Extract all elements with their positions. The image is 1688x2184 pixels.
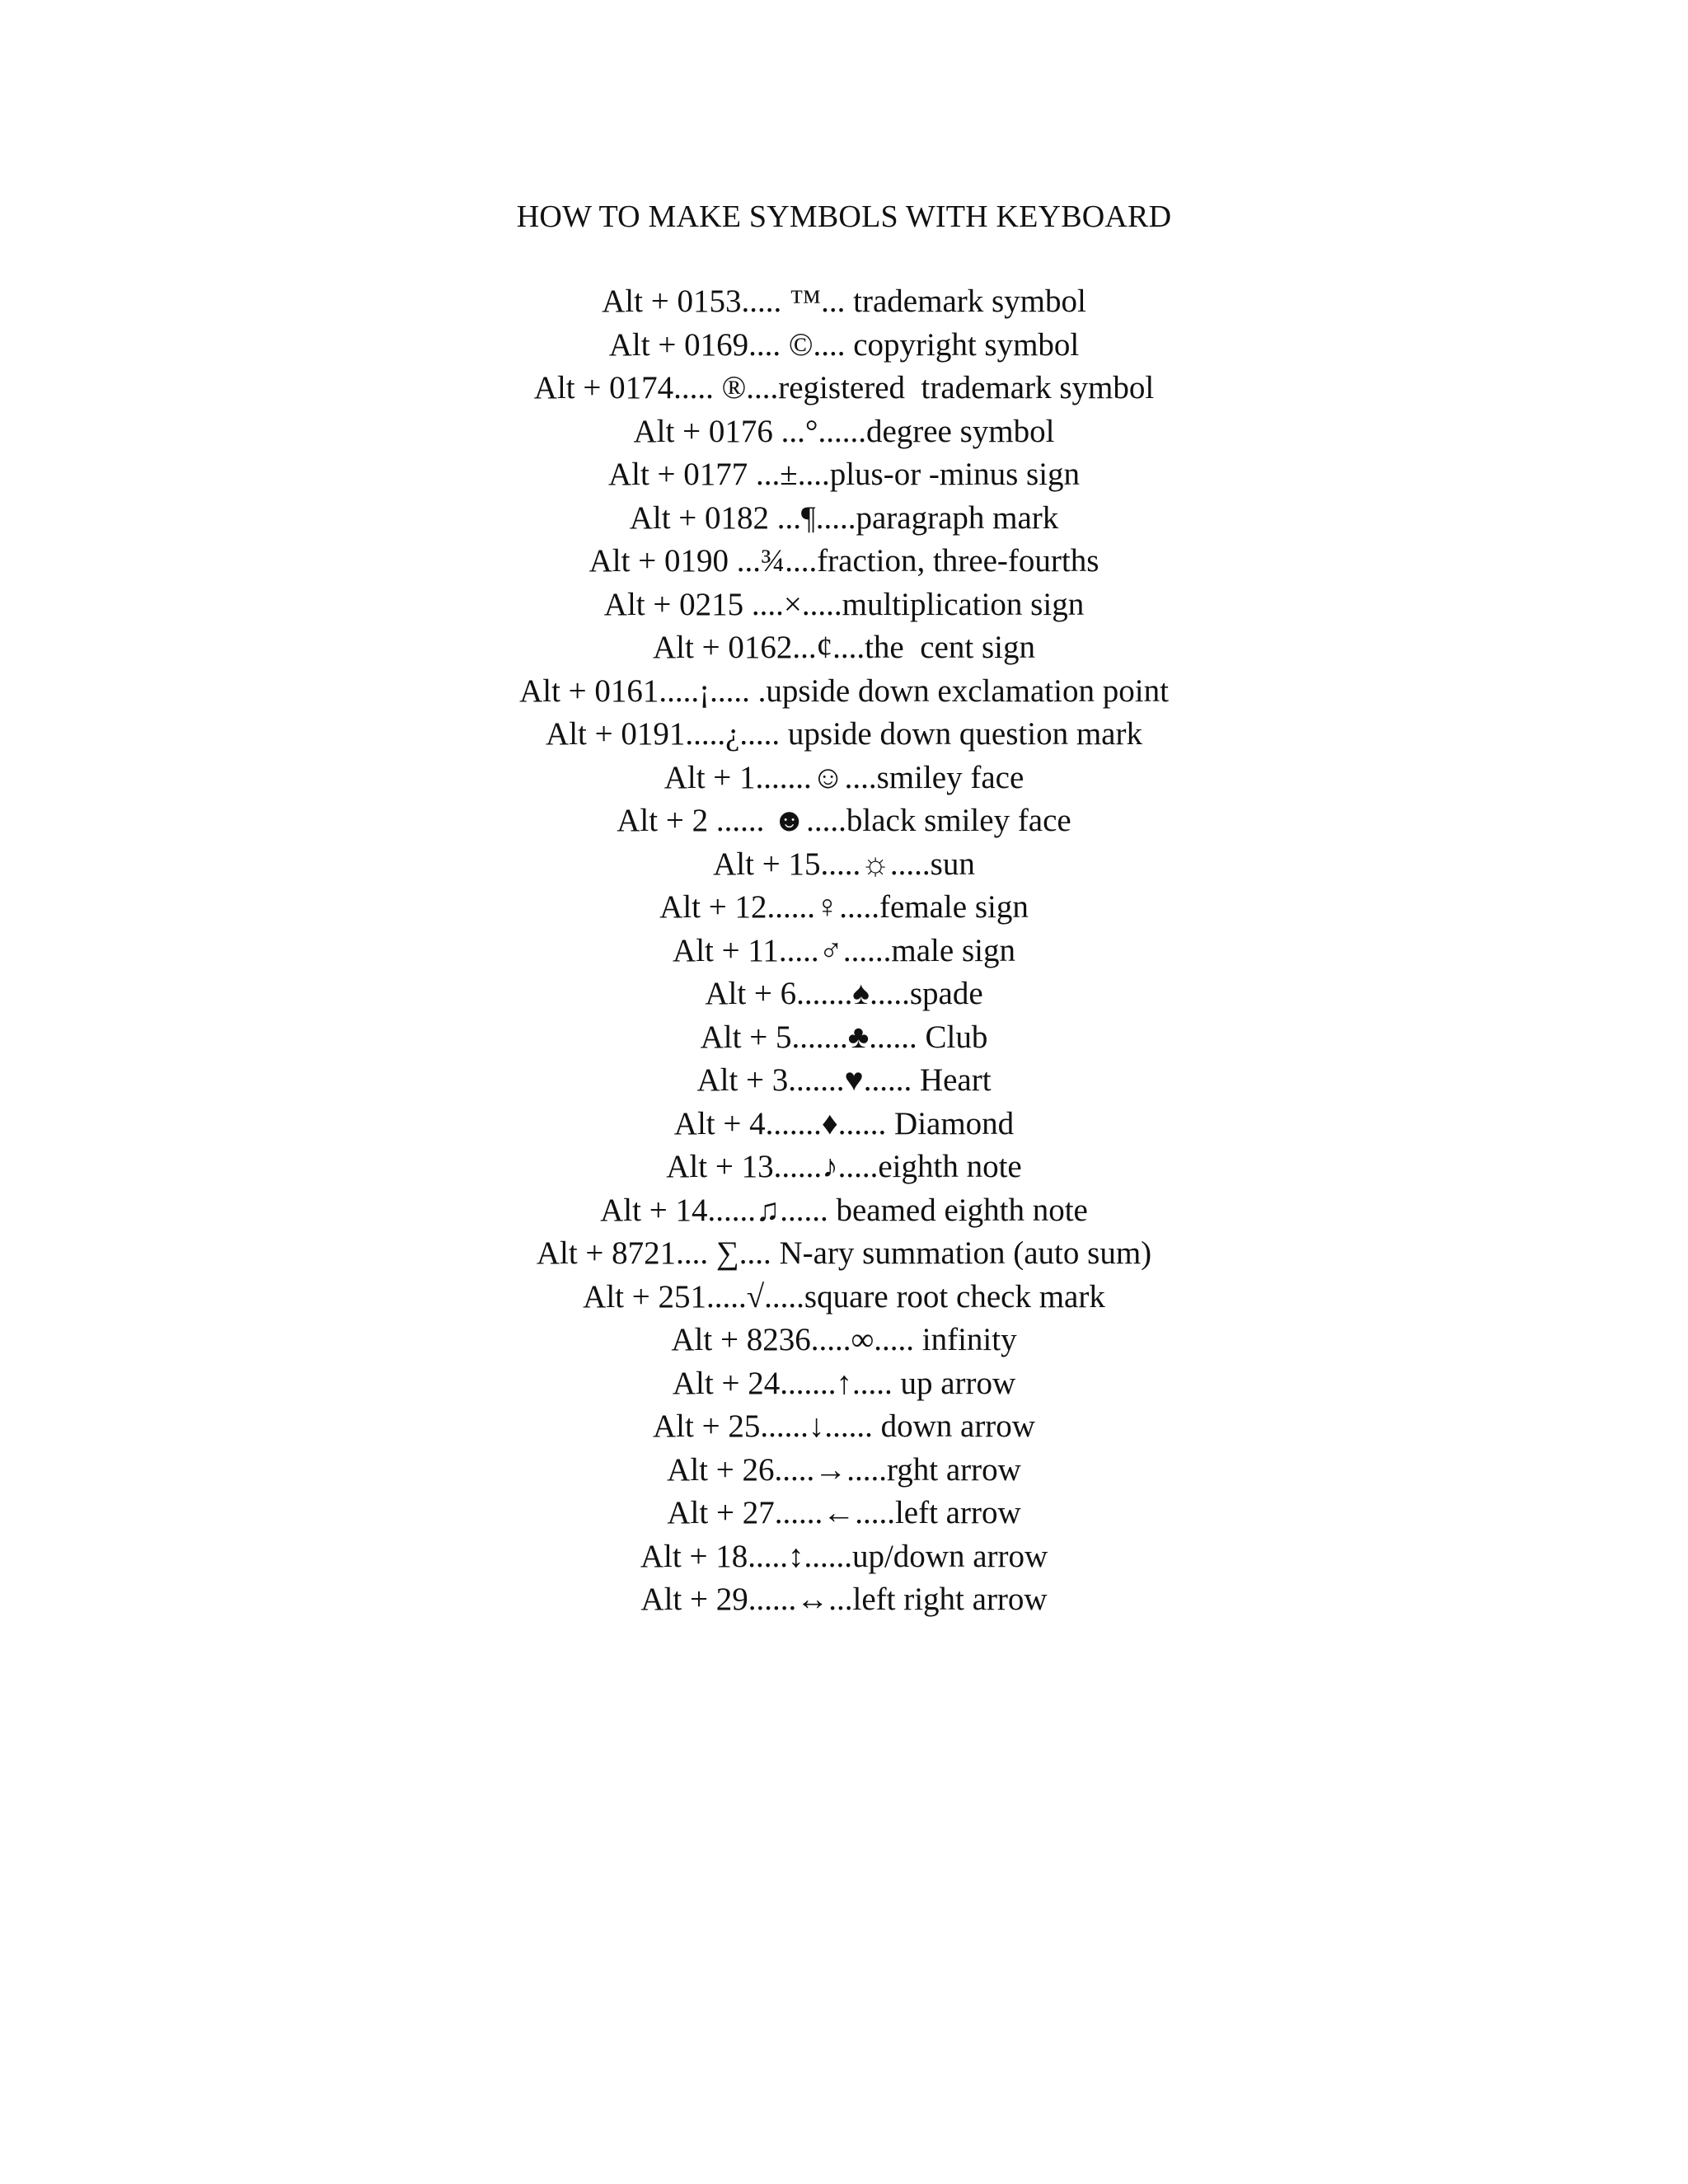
symbol-entry: Alt + 13......♪.....eighth note (666, 1149, 1022, 1184)
symbol-entry: Alt + 0177 ...±....plus-or -minus sign (607, 457, 1081, 492)
symbol-entry: Alt + 0215 ....×.....multiplication sign (603, 586, 1085, 622)
symbol-list (0, 280, 1688, 1622)
symbol-entry: Alt + 26.....→.....rght arrow (667, 1451, 1021, 1488)
symbol-entry: Alt + 0190 ...¾....fraction, three-fourths (588, 543, 1100, 579)
symbol-entry: Alt + 0169.... ©.... copyright symbol (608, 326, 1080, 363)
symbol-entry: Alt + 12......♀.....female sign (659, 889, 1029, 925)
page-title: HOW TO MAKE SYMBOLS WITH KEYBOARD (516, 199, 1172, 234)
symbol-entry: Alt + 8721.... ∑.... N-ary summation (auto sum) (536, 1235, 1152, 1271)
symbol-entry: Alt + 0191.....¿..... upside down question mark (546, 716, 1142, 752)
symbol-entry: Alt + 3.......♥...... Heart (696, 1062, 992, 1098)
symbol-entry: Alt + 2 ...... ☻.....black smiley face (617, 803, 1071, 838)
symbol-entry: Alt + 0153..... ™... trademark symbol (602, 284, 1086, 319)
symbol-entry: Alt + 0161.....¡..... .upside down exclamation point (519, 673, 1169, 709)
symbol-entry: Alt + 18.....↕......up/down arrow (640, 1538, 1048, 1574)
symbol-entry: Alt + 0174..... ®....registered trademark symbol (533, 370, 1155, 405)
symbol-entry: Alt + 5.......♣...... Club (700, 1019, 988, 1055)
symbol-entry: Alt + 29......↔...left right arrow (640, 1582, 1048, 1617)
symbol-entry: Alt + 14......♫...... beamed eighth note (600, 1192, 1088, 1228)
symbol-entry: Alt + 15.....☼.....sun (713, 846, 975, 882)
symbol-entry: Alt + 4.......♦...... Diamond (673, 1105, 1015, 1141)
symbol-entry: Alt + 1.......☺....smiley face (663, 759, 1025, 795)
symbol-entry: Alt + 27......←.....left arrow (667, 1495, 1021, 1530)
symbol-entry: Alt + 251.....√.....square root check mark (583, 1278, 1105, 1315)
symbol-entry: Alt + 8236.....∞..... infinity (671, 1322, 1017, 1357)
symbol-entry: Alt + 11.....♂......male sign (673, 932, 1015, 968)
symbol-entry: Alt + 0162...¢....the cent sign (653, 630, 1035, 665)
symbol-entry: Alt + 0182 ...¶.....paragraph mark (629, 499, 1059, 536)
symbol-entry: Alt + 24.......↑..... up arrow (672, 1365, 1016, 1401)
symbol-entry: Alt + 0176 ...°......degree symbol (633, 413, 1055, 449)
symbol-entry: Alt + 25......↓...... down arrow (653, 1408, 1035, 1444)
symbol-entry: Alt + 6.......♠.....spade (705, 976, 983, 1011)
